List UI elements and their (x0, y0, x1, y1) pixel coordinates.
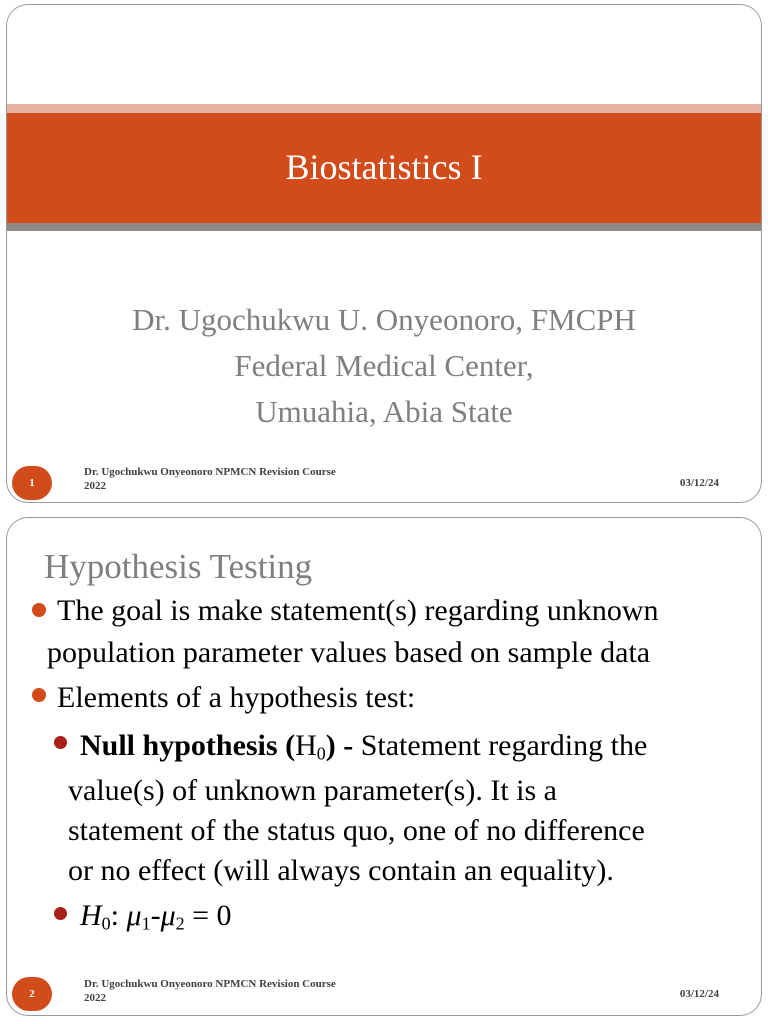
bullet-1-continued (47, 633, 650, 673)
null-hypothesis-close: ) - (325, 729, 354, 762)
formula-h-subscript: 0 (101, 913, 111, 934)
formula-line (80, 896, 232, 936)
title-band-top-stripe (7, 104, 761, 113)
formula-rest: = 0 (184, 899, 232, 932)
title-band-bottom-stripe (7, 223, 761, 231)
bullet-1-line-2: population parameter values based on sample data (47, 636, 651, 669)
footer-date: 03/12/24 (679, 988, 719, 1000)
null-hypothesis-term: Null hypothesis ( (80, 729, 296, 762)
slide-2 (6, 517, 762, 1016)
slide-1 (6, 4, 762, 503)
sub-bullet-1-line-2: value(s) of unknown parameter(s). It is a (68, 774, 557, 807)
h0-symbol: H (295, 729, 317, 762)
formula-h: H (80, 899, 102, 932)
footer-text (84, 977, 414, 1005)
footer-line-1: Dr. Ugochukwu Onyeonoro NPMCN Revision Course (84, 978, 336, 990)
sub-bullet-1-line-4: or no effect (will always contain an equality). (68, 854, 614, 887)
formula-mu1: μ (126, 899, 142, 932)
slide-subtitle (7, 297, 761, 435)
sub-bullet-dot-icon (54, 907, 67, 920)
formula-mu2: μ (160, 899, 176, 932)
formula-mu2-subscript: 2 (175, 913, 185, 934)
footer-date: 03/12/24 (679, 477, 719, 489)
location-line: Umuahia, Abia State (255, 394, 513, 429)
bullet-2-text: Elements of a hypothesis test: (57, 681, 416, 714)
page-number-badge: 2 (12, 977, 52, 1011)
institution-line: Federal Medical Center, (234, 348, 534, 383)
formula-colon: : (110, 899, 127, 932)
bullet-1 (49, 591, 659, 631)
sub-bullet-formula (80, 896, 232, 936)
null-hypothesis-desc: Statement regarding the (353, 729, 648, 762)
footer-text (84, 465, 414, 493)
sub-bullet-null-hypothesis (80, 726, 647, 766)
sub-bullet-1-line-3: statement of the status quo, one of no difference (68, 814, 645, 847)
bullet-2 (57, 678, 415, 718)
sub-bullet-dot-icon (54, 736, 67, 749)
sub-bullet-null-hypothesis-continued (68, 771, 645, 891)
footer-line-2: 2022 (84, 992, 106, 1004)
bullet-dot-icon (32, 603, 46, 617)
bullet-dot-icon (32, 688, 46, 702)
formula-mu1-subscript: 1 (141, 913, 151, 934)
footer-line-1: Dr. Ugochukwu Onyeonoro NPMCN Revision Course (84, 466, 336, 478)
slide-title: Hypothesis Testing (44, 547, 313, 586)
formula-minus: - (150, 899, 161, 932)
bullet-1-line-1: The goal is make statement(s) regarding unknown (57, 594, 659, 627)
page-number-badge: 1 (12, 466, 52, 500)
footer-line-2: 2022 (84, 480, 106, 492)
slide-title: Biostatistics I (285, 147, 483, 187)
h0-subscript: 0 (316, 743, 326, 764)
sub-bullet-1-line-1 (80, 726, 647, 766)
author-line: Dr. Ugochukwu U. Onyeonoro, FMCPH (132, 302, 636, 337)
